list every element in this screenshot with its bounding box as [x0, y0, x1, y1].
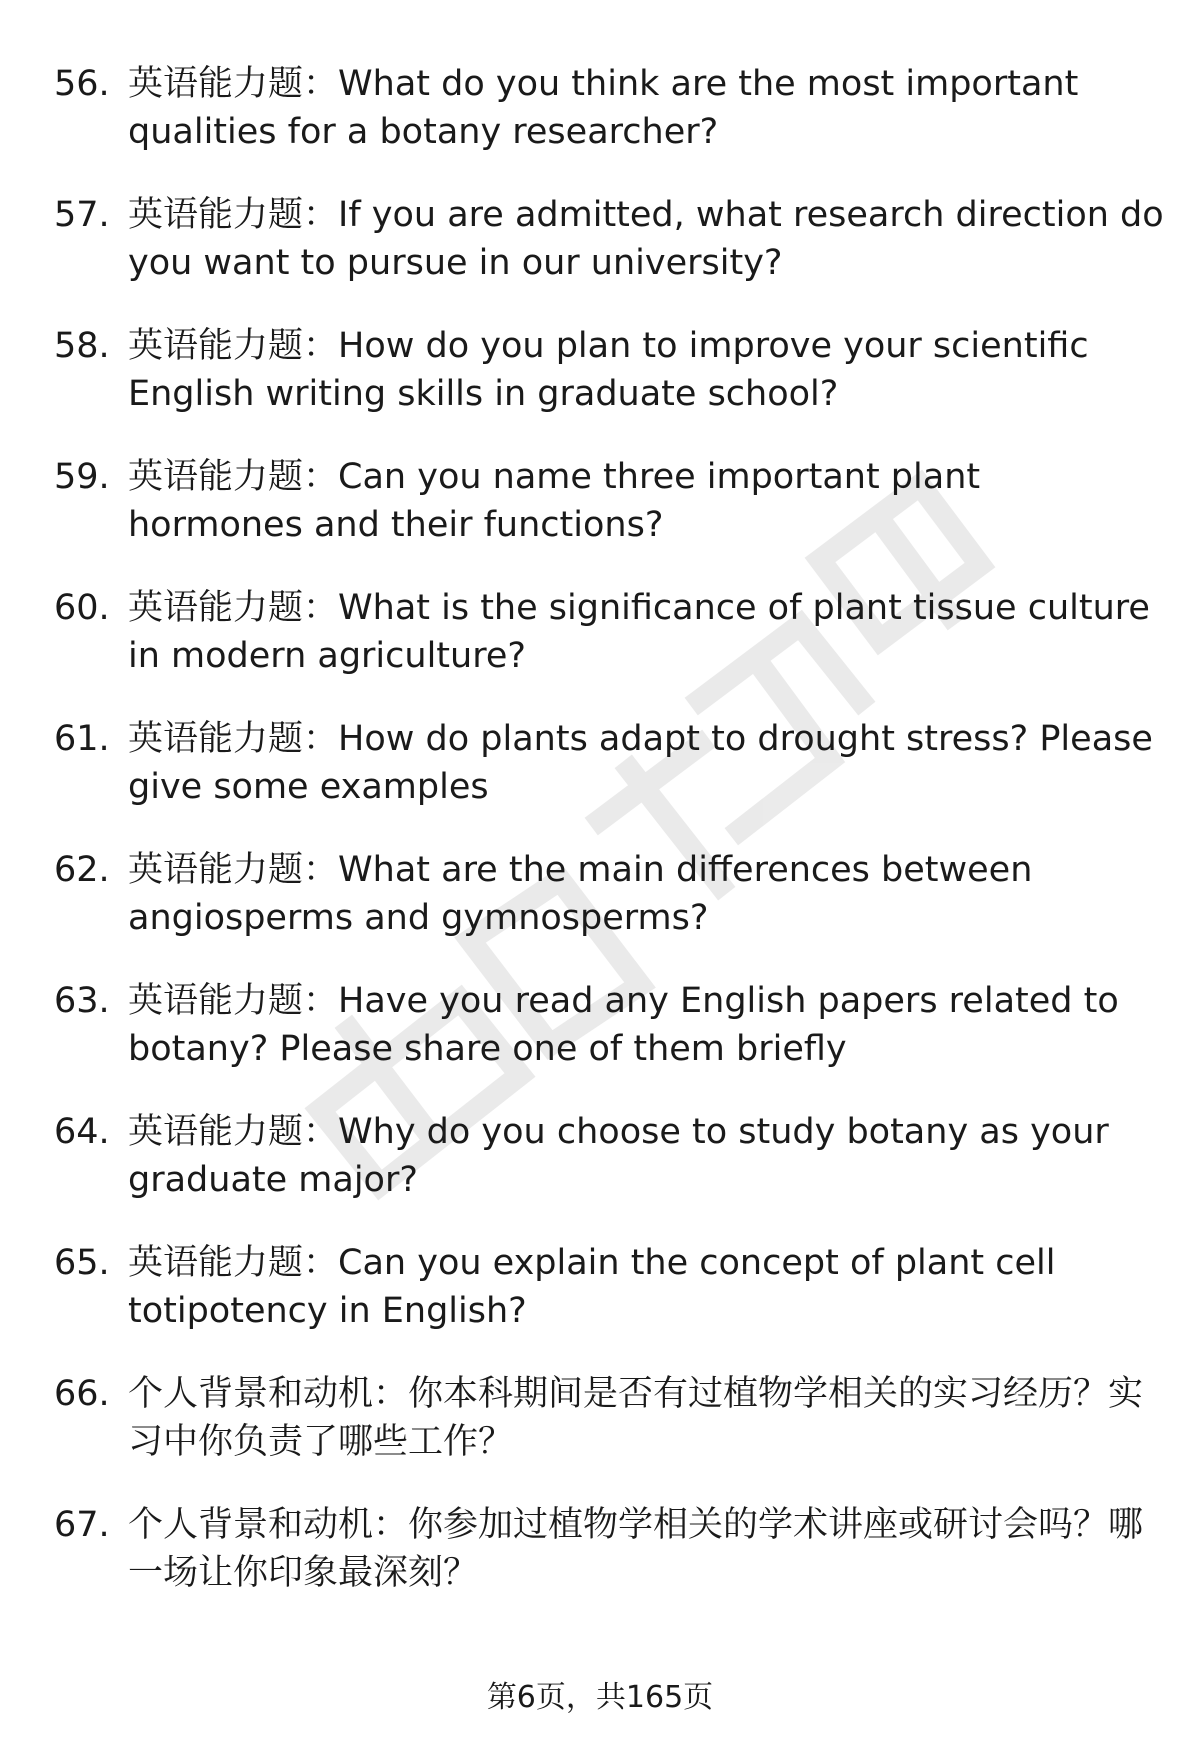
question-body — [128, 322, 1164, 418]
question-number: 58. — [54, 326, 110, 366]
question-category: 英语能力题 — [128, 588, 304, 628]
question-separator: ： — [303, 1112, 339, 1152]
question-number: 63. — [54, 981, 110, 1021]
question-category: 英语能力题 — [128, 326, 304, 366]
question-number: 62. — [54, 850, 110, 890]
question-text: How do you plan to improve your scientific English writing skills in graduate school? — [128, 326, 1089, 414]
question-body — [128, 1108, 1164, 1204]
question-body — [128, 1501, 1164, 1597]
question-number: 64. — [54, 1112, 110, 1152]
question-body — [128, 715, 1164, 811]
question-category: 英语能力题 — [128, 850, 304, 890]
question-list — [54, 60, 1164, 1632]
question-text: If you are admitted, what research direction do you want to pursue in our university? — [128, 195, 1164, 283]
question-item — [54, 453, 1164, 584]
question-body — [128, 846, 1164, 942]
question-body — [128, 191, 1164, 287]
question-category: 英语能力题 — [128, 1112, 304, 1152]
question-separator: ： — [303, 326, 339, 366]
question-separator: ： — [303, 64, 339, 104]
question-category: 英语能力题 — [128, 1243, 304, 1283]
question-item — [54, 1239, 1164, 1370]
question-separator: ： — [303, 719, 339, 759]
question-item — [54, 191, 1164, 322]
question-body — [128, 60, 1164, 156]
question-text: Why do you choose to study botany as your graduate major? — [128, 1112, 1109, 1200]
question-number: 67. — [54, 1505, 110, 1545]
question-separator: ： — [373, 1505, 409, 1545]
question-text: What are the main differences between angiosperms and gymnosperms? — [128, 850, 1033, 938]
question-number: 60. — [54, 588, 110, 628]
question-text: Can you name three important plant hormones and their functions? — [128, 457, 981, 545]
question-text: How do plants adapt to drought stress? Please give some examples — [128, 719, 1153, 807]
question-separator: ： — [303, 588, 339, 628]
question-separator: ： — [303, 850, 339, 890]
question-category: 英语能力题 — [128, 64, 304, 104]
question-text: Have you read any English papers related to botany? Please share one of them briefly — [128, 981, 1119, 1069]
question-text: 你参加过植物学相关的学术讲座或研讨会吗？哪一场让你印象最深刻？ — [128, 1505, 1144, 1593]
question-number: 61. — [54, 719, 110, 759]
question-item — [54, 584, 1164, 715]
question-separator: ： — [303, 1243, 339, 1283]
question-category: 英语能力题 — [128, 719, 304, 759]
question-category: 英语能力题 — [128, 195, 304, 235]
question-item — [54, 322, 1164, 453]
question-body — [128, 584, 1164, 680]
question-item — [54, 1370, 1164, 1501]
question-item — [54, 1501, 1164, 1632]
question-body — [128, 453, 1164, 549]
question-number: 56. — [54, 64, 110, 104]
question-body — [128, 977, 1164, 1073]
question-category: 英语能力题 — [128, 457, 304, 497]
question-separator: ： — [303, 195, 339, 235]
question-category: 英语能力题 — [128, 981, 304, 1021]
question-text: Can you explain the concept of plant cell totipotency in English? — [128, 1243, 1056, 1331]
question-text: What is the significance of plant tissue culture in modern agriculture? — [128, 588, 1150, 676]
question-body — [128, 1239, 1164, 1335]
question-separator: ： — [303, 457, 339, 497]
question-separator: ： — [373, 1374, 409, 1414]
question-category: 个人背景和动机 — [128, 1374, 374, 1414]
question-item — [54, 846, 1164, 977]
question-body — [128, 1370, 1164, 1466]
question-item — [54, 715, 1164, 846]
question-text: 你本科期间是否有过植物学相关的实习经历？实习中你负责了哪些工作？ — [128, 1374, 1144, 1462]
question-number: 66. — [54, 1374, 110, 1414]
question-text: What do you think are the most important qualities for a botany researcher? — [128, 64, 1079, 152]
question-number: 59. — [54, 457, 110, 497]
question-category: 个人背景和动机 — [128, 1505, 374, 1545]
question-item — [54, 977, 1164, 1108]
question-number: 57. — [54, 195, 110, 235]
question-item — [54, 60, 1164, 191]
question-separator: ： — [303, 981, 339, 1021]
page-footer: 第6页，共165页 — [486, 1680, 714, 1715]
question-item — [54, 1108, 1164, 1239]
question-number: 65. — [54, 1243, 110, 1283]
